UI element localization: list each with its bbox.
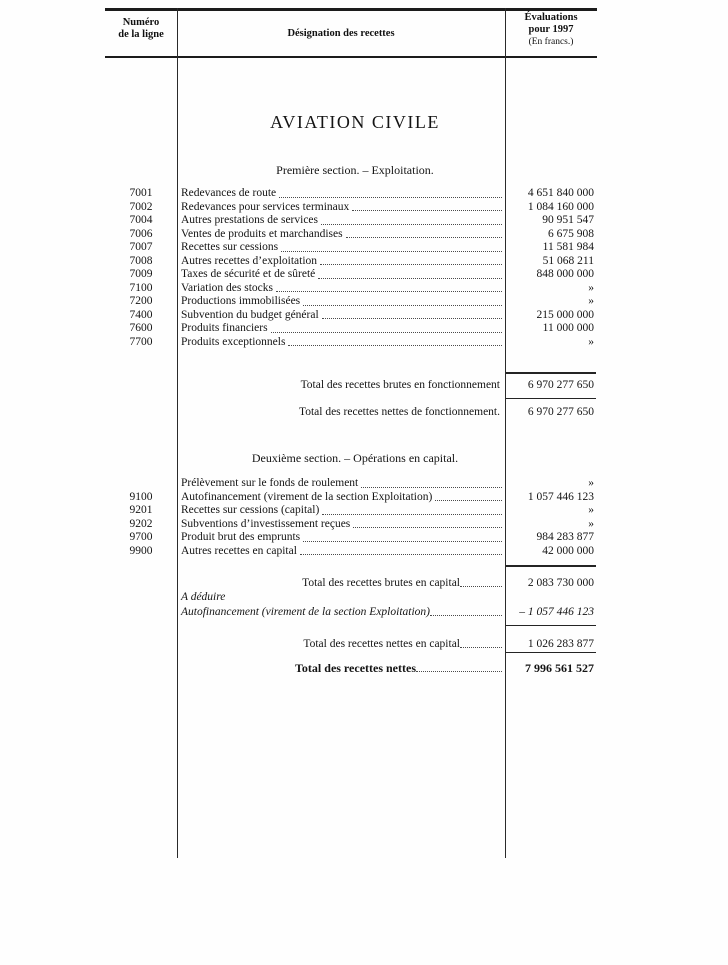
total-amount: 2 083 730 000 bbox=[527, 577, 594, 589]
amount: 90 951 547 bbox=[542, 214, 594, 226]
dotted-leader bbox=[318, 268, 502, 279]
a-deduire-label: A déduire bbox=[181, 591, 226, 603]
amount: 1 057 446 123 bbox=[527, 490, 594, 503]
table-row bbox=[105, 545, 597, 559]
dotted-leader bbox=[346, 228, 502, 239]
designation-cell bbox=[177, 255, 505, 269]
designation-cell bbox=[177, 504, 505, 518]
designation: Autofinancement (virement de la section Exploitation) bbox=[181, 490, 433, 503]
deduction-amount: – 1 057 446 123 bbox=[519, 606, 594, 618]
designation-cell bbox=[177, 477, 505, 491]
amount: 4 651 840 000 bbox=[527, 187, 594, 199]
spacer bbox=[105, 637, 303, 651]
dotted-leader bbox=[361, 477, 502, 488]
amount: 215 000 000 bbox=[536, 308, 594, 321]
designation: Productions immobilisées bbox=[181, 295, 301, 307]
total-row bbox=[105, 378, 597, 392]
spacer bbox=[105, 661, 295, 675]
total-row bbox=[105, 576, 597, 590]
column-divider-left bbox=[177, 8, 179, 858]
designation-cell bbox=[177, 295, 505, 309]
dotted-leader bbox=[460, 637, 502, 648]
designation: Autres recettes d’exploitation bbox=[181, 254, 318, 267]
amount: » bbox=[588, 504, 594, 516]
table-row bbox=[105, 255, 597, 269]
header-line-number-l2: de la ligne bbox=[118, 29, 164, 40]
table-row bbox=[105, 187, 597, 201]
designation: Produits financiers bbox=[181, 322, 268, 334]
table-row bbox=[105, 531, 597, 545]
amount: 848 000 000 bbox=[536, 268, 594, 280]
line-number: 7400 bbox=[129, 308, 153, 321]
line-number: 9700 bbox=[129, 531, 153, 543]
designation-cell bbox=[177, 282, 505, 296]
designation: Recettes sur cessions (capital) bbox=[181, 504, 320, 516]
dotted-leader bbox=[303, 531, 502, 542]
amount: » bbox=[588, 295, 594, 307]
header-line-number-l1: Numéro bbox=[122, 17, 160, 28]
table-row bbox=[105, 322, 597, 336]
header-bottom-rule bbox=[105, 56, 597, 58]
table-row bbox=[105, 268, 597, 282]
designation: Prélèvement sur le fonds de roulement bbox=[181, 477, 359, 489]
line-number: 9202 bbox=[129, 517, 153, 530]
table-row bbox=[105, 282, 597, 296]
designation: Recettes sur cessions bbox=[181, 241, 279, 253]
table-row bbox=[105, 241, 597, 255]
designation-cell bbox=[177, 309, 505, 323]
total-label: Total des recettes nettes de fonctionnement. bbox=[298, 406, 500, 418]
line-number: 7007 bbox=[129, 241, 153, 253]
table-row bbox=[105, 309, 597, 323]
section2-heading: Deuxième section. – Opérations en capital. bbox=[251, 451, 459, 465]
grand-total-amount: 7 996 561 527 bbox=[525, 661, 594, 675]
dotted-leader bbox=[279, 187, 502, 198]
total-label: Total des recettes brutes en fonctionnement bbox=[300, 379, 500, 391]
amount: » bbox=[588, 517, 594, 530]
dotted-leader bbox=[321, 214, 502, 225]
amount: 11 000 000 bbox=[542, 322, 594, 334]
designation-cell bbox=[177, 518, 505, 532]
designation: Redevances de route bbox=[181, 187, 277, 199]
dotted-leader bbox=[322, 309, 502, 320]
line-number: 7002 bbox=[129, 200, 153, 213]
designation-cell bbox=[177, 322, 505, 336]
amount-rule bbox=[506, 652, 596, 654]
spacer bbox=[105, 605, 181, 619]
designation-cell bbox=[177, 241, 505, 255]
dotted-leader bbox=[435, 491, 502, 502]
designation: Taxes de sécurité et de sûreté bbox=[181, 268, 316, 280]
amount: 984 283 877 bbox=[536, 531, 594, 543]
amount: » bbox=[588, 281, 594, 294]
table-row bbox=[105, 491, 597, 505]
line-number: 7001 bbox=[129, 187, 153, 199]
spacer bbox=[105, 576, 302, 590]
deduction-label: Autofinancement (virement de la section Exploitation) bbox=[181, 606, 430, 618]
header-designation: Désignation des recettes bbox=[287, 28, 395, 39]
dotted-leader bbox=[416, 661, 502, 672]
total-amount: 6 970 277 650 bbox=[527, 406, 594, 418]
table-row bbox=[105, 336, 597, 350]
line-number: 7100 bbox=[129, 281, 153, 294]
deduction-row bbox=[105, 605, 597, 619]
table-row bbox=[105, 214, 597, 228]
designation-cell bbox=[177, 187, 505, 201]
header-evaluations-l2: pour 1997 bbox=[528, 24, 574, 35]
dotted-leader bbox=[430, 605, 502, 616]
line-number: 7004 bbox=[129, 214, 153, 226]
line-number: 7700 bbox=[129, 335, 153, 348]
designation-cell bbox=[177, 214, 505, 228]
header-line-number bbox=[105, 17, 177, 41]
table-row bbox=[105, 201, 597, 215]
dotted-leader bbox=[288, 336, 502, 347]
line-number: 7006 bbox=[129, 227, 153, 240]
dotted-leader bbox=[276, 282, 502, 293]
table-row bbox=[105, 518, 597, 532]
section1-rows bbox=[105, 187, 597, 349]
total-amount: 6 970 277 650 bbox=[527, 379, 594, 391]
spacer bbox=[105, 378, 301, 392]
designation: Redevances pour services terminaux bbox=[181, 200, 350, 213]
designation: Subvention du budget général bbox=[181, 308, 319, 321]
amount: 11 581 984 bbox=[542, 241, 594, 253]
designation-cell bbox=[177, 531, 505, 545]
line-number: 7200 bbox=[129, 295, 153, 307]
table-row bbox=[105, 295, 597, 309]
amount: 1 084 160 000 bbox=[527, 200, 594, 213]
total-label: Total des recettes brutes en capital bbox=[302, 577, 460, 589]
dotted-leader bbox=[352, 201, 502, 212]
designation: Variation des stocks bbox=[181, 281, 273, 294]
header-evaluations-unit: (En francs.) bbox=[528, 37, 574, 47]
line-number: 9201 bbox=[129, 504, 153, 516]
column-divider-right bbox=[505, 8, 507, 858]
designation: Produits exceptionnels bbox=[181, 335, 286, 348]
line-number: 9100 bbox=[129, 490, 153, 503]
header-evaluations bbox=[505, 12, 597, 48]
dotted-leader bbox=[322, 504, 502, 515]
dotted-leader bbox=[460, 576, 502, 587]
designation: Autres prestations de services bbox=[181, 214, 319, 226]
total-row bbox=[105, 637, 597, 651]
table-row bbox=[105, 228, 597, 242]
total-label: Total des recettes nettes en capital bbox=[303, 638, 460, 650]
amount: » bbox=[588, 477, 594, 489]
designation: Subventions d’investissement reçues bbox=[181, 517, 351, 530]
total-row bbox=[105, 405, 597, 419]
amount: » bbox=[588, 335, 594, 348]
dotted-leader bbox=[303, 295, 502, 306]
designation-cell bbox=[177, 336, 505, 350]
dotted-leader bbox=[281, 241, 502, 252]
section2-rows bbox=[105, 477, 597, 558]
line-number bbox=[105, 477, 177, 491]
section1-heading: Première section. – Exploitation. bbox=[276, 163, 434, 177]
amount: 6 675 908 bbox=[548, 227, 594, 240]
designation-cell bbox=[177, 268, 505, 282]
amount: 42 000 000 bbox=[542, 544, 594, 557]
table-row bbox=[105, 504, 597, 518]
amount: 51 068 211 bbox=[542, 254, 594, 267]
dotted-leader bbox=[300, 545, 502, 556]
designation-cell bbox=[177, 201, 505, 215]
designation: Ventes de produits et marchandises bbox=[181, 227, 343, 240]
designation: Produit brut des emprunts bbox=[181, 531, 301, 543]
amount-rule bbox=[506, 398, 596, 400]
grand-total-label: Total des recettes nettes bbox=[295, 661, 416, 675]
designation: Autres recettes en capital bbox=[181, 544, 297, 557]
grand-total-row bbox=[105, 661, 597, 675]
line-number: 7009 bbox=[129, 268, 153, 280]
dotted-leader bbox=[271, 322, 502, 333]
amount-rule bbox=[506, 625, 596, 627]
line-number: 7600 bbox=[129, 322, 153, 334]
amount-rule bbox=[506, 565, 596, 567]
amount-rule bbox=[506, 372, 596, 374]
dotted-leader bbox=[320, 255, 502, 266]
designation-cell bbox=[177, 545, 505, 559]
table-row bbox=[105, 477, 597, 491]
table-top-rule bbox=[105, 8, 597, 11]
designation-cell bbox=[177, 228, 505, 242]
line-number: 7008 bbox=[129, 254, 153, 267]
header-evaluations-l1: Évaluations bbox=[524, 12, 578, 23]
spacer bbox=[105, 405, 299, 419]
dotted-leader bbox=[353, 518, 502, 529]
page-title: AVIATION CIVILE bbox=[270, 112, 440, 132]
designation-cell bbox=[177, 491, 505, 505]
line-number: 9900 bbox=[129, 544, 153, 557]
total-amount: 1 026 283 877 bbox=[527, 638, 594, 650]
